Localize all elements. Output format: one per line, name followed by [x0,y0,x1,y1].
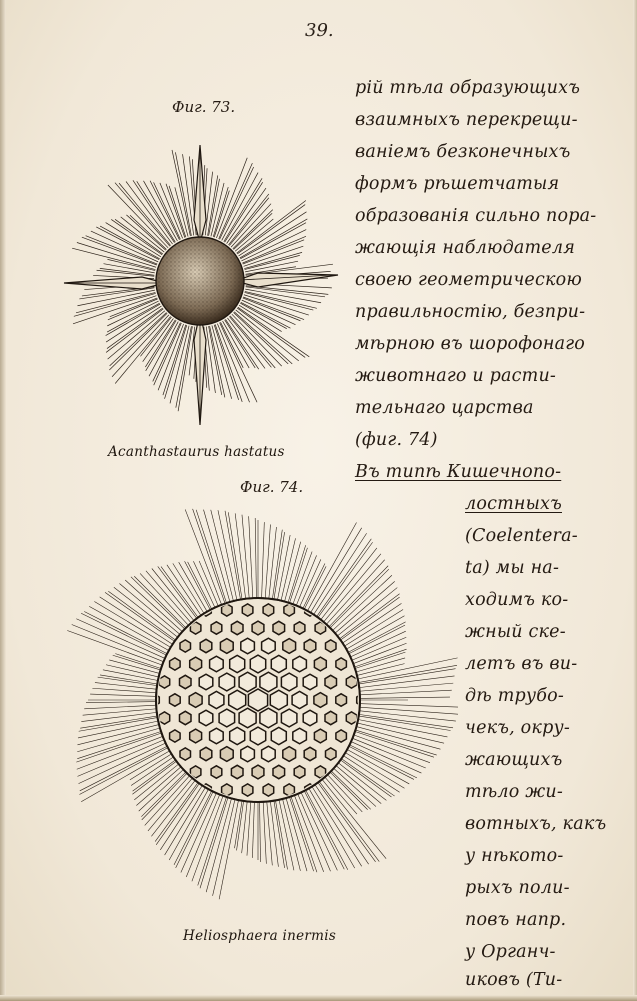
text-line: у Органч- [465,942,556,962]
text-line: ванiемъ безконечныхъ [355,142,571,162]
binding-edge [0,0,6,1001]
heliosphaera-illustration [58,500,458,920]
page-edge-right [633,0,637,1001]
text-line: тельнаго царства [355,398,534,418]
text-line: иковъ (Tu- [465,970,563,990]
figure-73-label: Фиг. 73. [172,98,236,116]
text-line: лостныхъ [465,494,562,514]
text-line: мѣрною въ шорофонаго [355,334,586,354]
text-line: летъ въ ви- [465,654,578,674]
page-number: 39. [305,20,334,41]
text-line: жающія наблюдателя [355,238,575,258]
text-line: ходимъ ко- [465,590,569,610]
text-line: рыхъ поли- [465,878,570,898]
text-line: рій тѣла образующихъ [355,78,581,98]
text-line: чекъ, окру- [465,718,570,738]
text-line: животнаго и расти- [355,366,557,386]
text-line: формъ рѣшетчатыя [355,174,560,194]
page-edge-bottom [0,995,637,1001]
acanthastaurus-illustration [50,125,350,435]
text-line: (Coelentera- [465,526,578,546]
text-line: у нѣкото- [465,846,564,866]
text-line: жающихъ [465,750,563,770]
text-line: повъ напр. [465,910,567,930]
text-line: (фиг. 74) [355,430,438,450]
text-line: вотныхъ, какъ [465,814,607,834]
text-line: дѣ трубо- [465,686,564,706]
text-line: взаимныхъ перекрещи- [355,110,578,130]
text-line: образованія сильно пора- [355,206,597,226]
text-line: жный ске- [465,622,566,642]
figure-73-caption: Acanthastaurus hastatus [108,444,285,460]
figure-74-caption: Heliosphaera inermis [183,928,337,944]
text-line: ta) мы на- [465,558,560,578]
text-line: правильностію, безпри- [355,302,586,322]
text-line: тѣло жи- [465,782,563,802]
text-line: Въ типѣ Кишечнопо- [355,462,562,482]
text-line: своею геометрическою [355,270,582,290]
figure-74-label: Фиг. 74. [240,478,304,496]
